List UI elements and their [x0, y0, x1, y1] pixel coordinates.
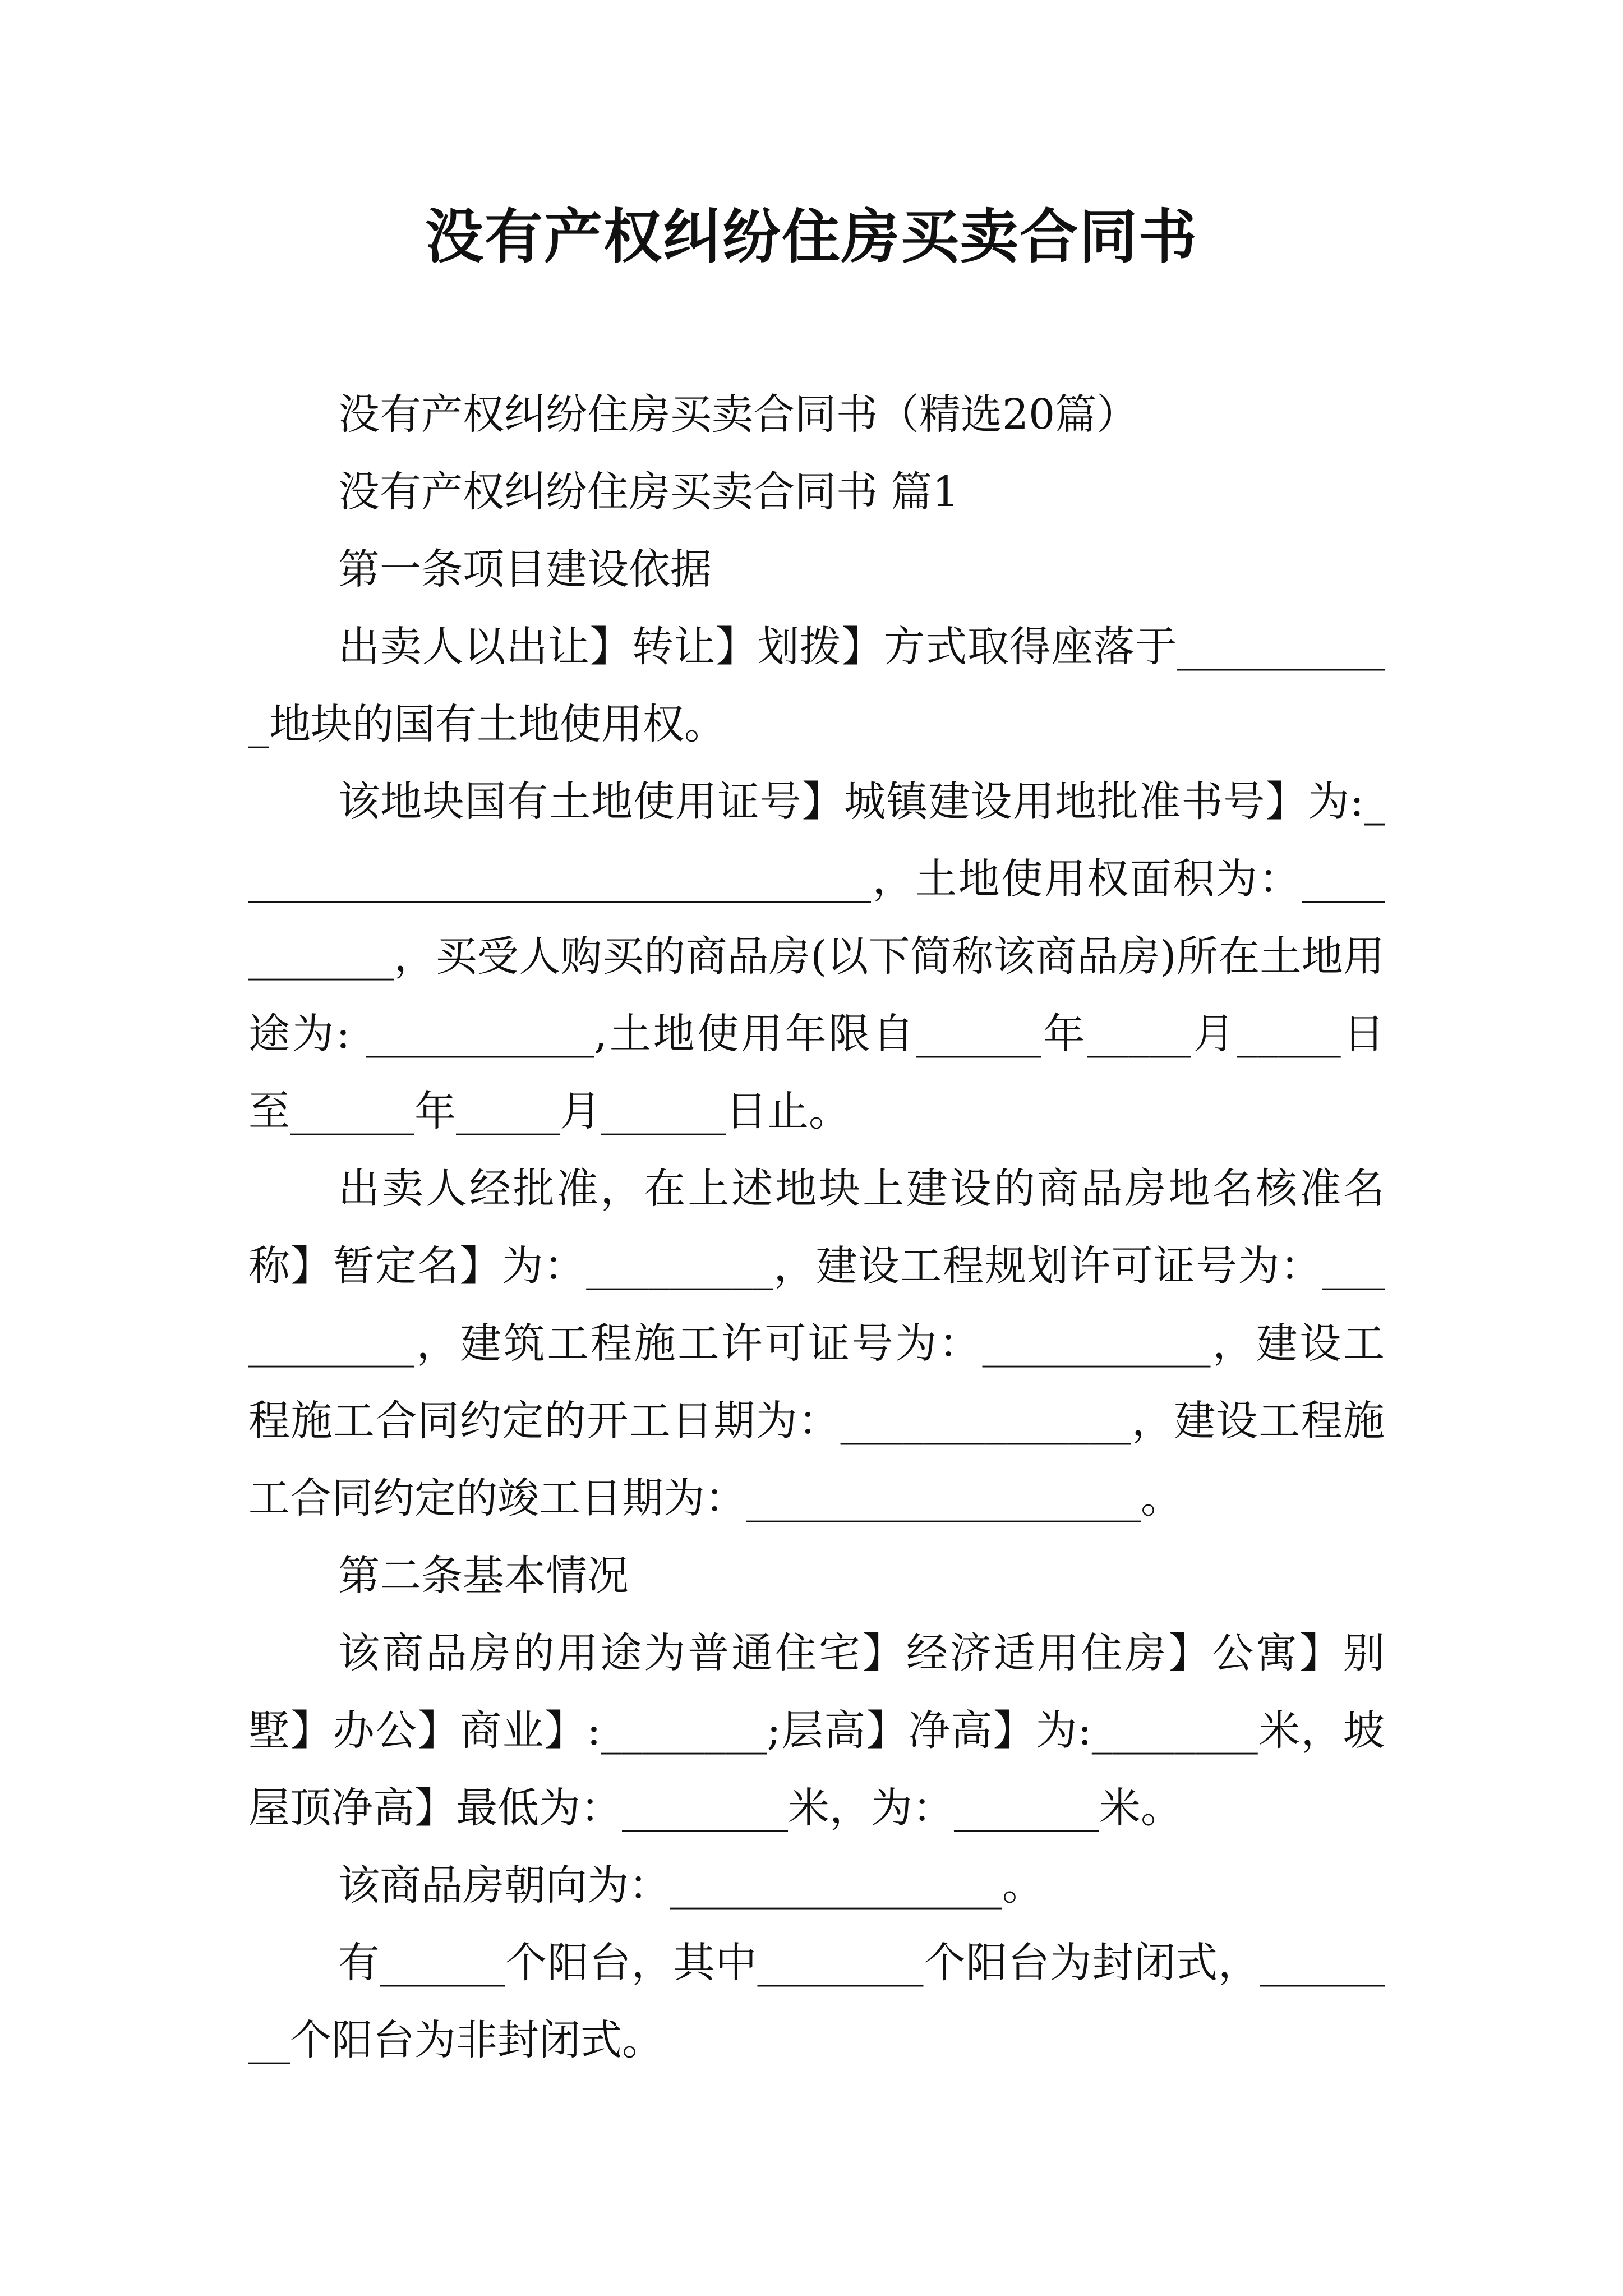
document-title: 没有产权纠纷住房买卖合同书 [425, 202, 1198, 271]
paragraph-balconies: 有______个阳台，其中________个阳台为封闭式，________个阳台为非封闭式。 [248, 1939, 1385, 2064]
document-body [248, 376, 1385, 2079]
paragraph-section-heading: 没有产权纠纷住房买卖合同书 篇1 [338, 468, 959, 516]
paragraph-orientation: 该商品房朝向为：________________。 [338, 1861, 1044, 1910]
paragraph-article-1-heading: 第一条项目建设依据 [338, 545, 712, 593]
paragraph-article-2-heading: 第二条基本情况 [338, 1552, 629, 1600]
paragraph-land-acquisition: 出卖人以出让】转让】划拨】方式取得座落于___________地块的国有土地使用权。 [248, 623, 1385, 748]
paragraph-project-approval: 出卖人经批准，在上述地块上建设的商品房地名核准名称】暂定名】为：_________，建设工程规划许可证号为：___________，建筑工程施工许可证号为：___________，建设工程施工合同约定的开工日期为：______________，建设工程施工合同约定的竣工日期为：___________________。 [248, 1165, 1385, 1522]
paragraph-subtitle: 没有产权纠纷住房买卖合同书（精选20篇） [338, 390, 1138, 439]
paragraph-property-usage: 该商品房的用途为普通住宅】经济适用住房】公寓】别墅】办公】商业】:________;层高】净高】为:________米，坡屋顶净高】最低为：________米，为：_______米。 [248, 1629, 1385, 1832]
paragraph-land-certificate: 该地块国有土地使用证号】城镇建设用地批准书号】为:_______________________________，土地使用权面积为：___________，买受人购买的商品房(以下简称该商品房)所在土地用途为: ___________,土地使用年限自______年_____月_____日至______年_____月______日止。 [248, 777, 1385, 1135]
